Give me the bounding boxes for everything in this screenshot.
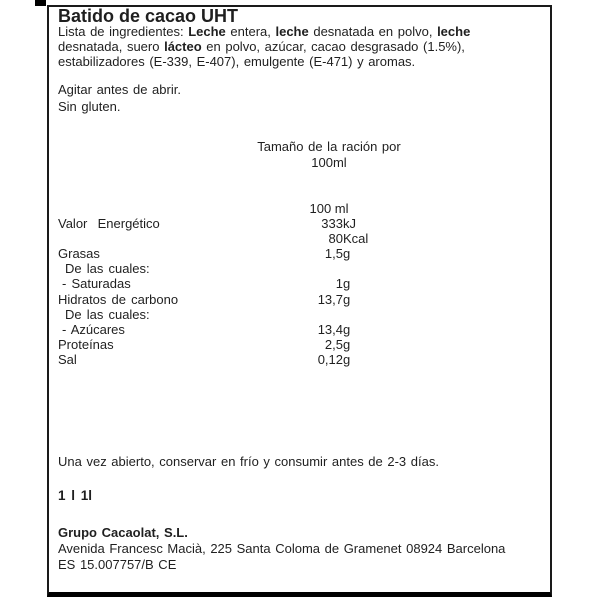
nutrition-table [49, 201, 550, 367]
nutrition-column-header: 100 ml [309, 201, 349, 216]
nutrient-value: 13,7 [317, 291, 343, 307]
ingredients-text [58, 24, 503, 69]
ingredients-line: Lista de ingredientes: Leche entera, leche desnatada en polvo, leche [58, 24, 471, 39]
nutrient-label: Proteínas [58, 336, 114, 352]
nutrient-unit: Kcal [343, 231, 369, 247]
gluten-note: Sin gluten. [58, 99, 121, 114]
nutrient-value: 2,5 [324, 336, 343, 352]
serving-size-line2: 100ml [311, 154, 347, 170]
nutrition-row [49, 292, 550, 307]
nutrient-value: 80 [328, 231, 343, 247]
nutrient-label: - Azúcares [62, 321, 125, 337]
nutrient-unit: g [343, 246, 351, 262]
label-frame [47, 5, 552, 597]
product-title: Batido de cacao UHT [58, 6, 239, 26]
print-crop-mark [35, 0, 46, 6]
nutrient-unit: g [343, 276, 351, 292]
nutrient-label: - Saturadas [62, 276, 131, 292]
nutrition-row [49, 307, 550, 322]
shake-note: Agitar antes de abrir. [58, 82, 181, 97]
manufacturer-name: Grupo Cacaolat, S.L. [58, 525, 188, 540]
nutrition-row [49, 337, 550, 352]
nutrient-value: 333 [321, 216, 343, 232]
nutrient-value: 1,5 [324, 246, 343, 262]
nutrient-label: Sal [58, 351, 77, 367]
manufacturer-registry: ES 15.007757/B CE [58, 557, 177, 572]
nutrient-unit: g [343, 336, 351, 352]
open-storage-note: Una vez abierto, conservar en frío y consumir antes de 2-3 días. [58, 454, 439, 469]
manufacturer-address: Avenida Francesc Macià, 225 Santa Coloma de Gramenet 08924 Barcelona [58, 541, 506, 556]
nutrient-value: 13,4 [317, 321, 343, 337]
nutrient-unit: g [343, 291, 351, 307]
nutrition-row [49, 276, 550, 291]
nutrient-label: Hidratos de carbono [58, 291, 179, 307]
nutrient-label: Valor Energético [58, 216, 160, 232]
nutrient-value: 0,12 [317, 351, 343, 367]
nutrition-row [49, 231, 550, 246]
nutrient-unit: g [343, 351, 351, 367]
serving-size-line1: Tamaño de la ración por [257, 139, 401, 154]
nutrient-label: De las cuales: [65, 306, 150, 322]
volume-text: 1 l 1l [58, 488, 93, 503]
nutrition-row [49, 246, 550, 261]
manufacturer-block [58, 525, 505, 573]
ingredients-line: estabilizadores (E-339, E-407), emulgente (E-471) y aromas. [58, 54, 416, 69]
serving-size-header [129, 139, 529, 170]
nutrient-unit: g [343, 321, 351, 337]
nutrient-value: 1 [335, 276, 343, 292]
nutrition-row [49, 261, 550, 276]
nutrition-column-header-row [49, 201, 550, 216]
nutrition-row [49, 322, 550, 337]
ingredients-line: desnatada, suero lácteo en polvo, azúcar, cacao desgrasado (1.5%), [58, 39, 465, 54]
nutrient-label: Grasas [58, 246, 100, 262]
nutrient-label: De las cuales: [65, 261, 150, 277]
nutrient-unit: kJ [343, 216, 356, 232]
nutrition-row [49, 216, 550, 231]
nutrition-row [49, 352, 550, 367]
